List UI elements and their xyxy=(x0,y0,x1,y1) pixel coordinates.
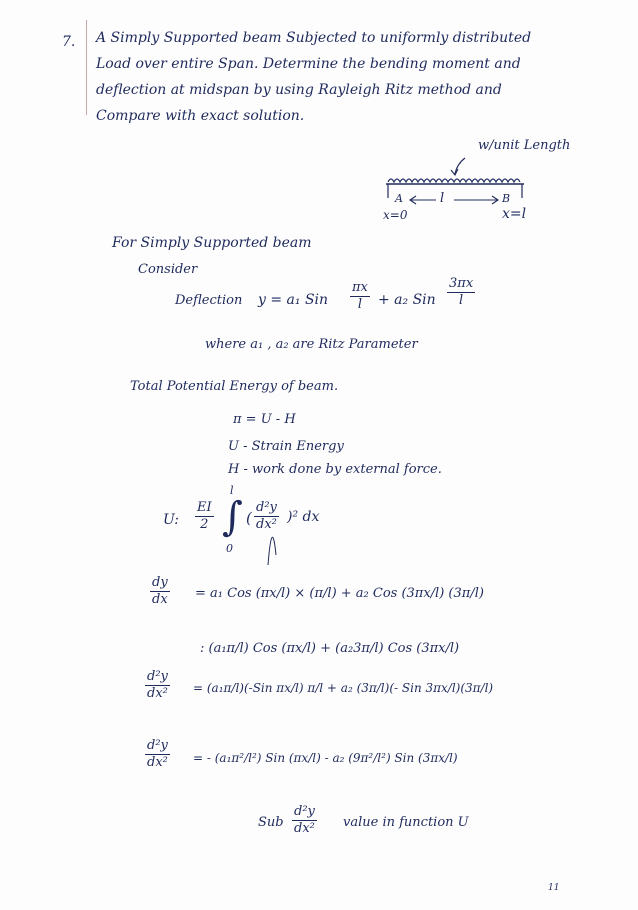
u-definition: U - Strain Energy xyxy=(228,439,344,454)
support-b-label: B xyxy=(502,192,511,205)
load-pointer-head xyxy=(451,169,458,175)
support-a-label: A xyxy=(395,192,403,205)
u-coefficient-frac xyxy=(195,500,214,533)
equation-3: = (a₁π/l)(-Sin πx/l) π/l + a₂ (3π/l)(- Sin 3πx/l)(3π/l) xyxy=(193,681,494,695)
span-label: l xyxy=(440,191,445,206)
dy-dx-frac xyxy=(150,575,170,608)
frac-denominator: dx² xyxy=(147,686,168,701)
frac-numerator: d²y xyxy=(294,804,315,819)
frac-numerator: 3πx xyxy=(449,276,474,291)
frac-denominator: dx² xyxy=(256,517,277,532)
frac-numerator: d²y xyxy=(147,738,168,753)
frac-denominator: dx² xyxy=(147,755,168,770)
where-text: where a₁ , a₂ are Ritz Parameter xyxy=(205,337,418,352)
frac-numerator: dy xyxy=(152,575,168,590)
integrand-frac xyxy=(254,500,279,533)
integrand-open-paren: ( xyxy=(246,509,252,527)
udl-coil xyxy=(388,179,520,182)
equation-4: = - (a₁π²/l²) Sin (πx/l) - a₂ (9π²/l²) Sin (3πx/l) xyxy=(193,751,458,765)
equation-1: = a₁ Cos (πx/l) × (π/l) + a₂ Cos (3πx/l) (3π/l) xyxy=(195,586,484,601)
integral-lower-limit: 0 xyxy=(226,542,233,555)
pi-definition: π = U - H xyxy=(233,412,296,427)
x-end-label: x=l xyxy=(502,206,527,222)
equation-2: : (a₁π/l) Cos (πx/l) + (a₂3π/l) Cos (3πx/l) xyxy=(200,641,460,656)
deflection-term2-frac xyxy=(447,276,475,309)
u-label: U: xyxy=(163,512,180,528)
page-number: 11 xyxy=(548,883,560,893)
integral-sign: ∫ xyxy=(222,494,243,540)
frac-numerator: EI xyxy=(197,500,212,515)
frac-denominator: l xyxy=(357,297,363,312)
sub-frac xyxy=(292,804,317,837)
question-line-2: Load over entire Span. Determine the bending moment and xyxy=(96,56,521,72)
frac-numerator: πx xyxy=(352,280,368,295)
integral-upper-limit: l xyxy=(230,484,234,497)
frac-denominator: 2 xyxy=(200,517,209,532)
question-line-4: Compare with exact solution. xyxy=(96,108,305,124)
integral-flourish xyxy=(268,537,276,565)
sub-text: Sub xyxy=(258,815,284,830)
question-number: 7. xyxy=(62,34,76,50)
load-label: w/unit Length xyxy=(478,138,571,153)
intro-text: For Simply Supported beam xyxy=(112,235,312,251)
deflection-label: Deflection xyxy=(175,293,243,308)
question-line-1: A Simply Supported beam Subjected to uniformly distributed xyxy=(96,30,532,46)
h-definition: H - work done by external force. xyxy=(228,462,442,477)
deflection-mid: + a₂ Sin xyxy=(378,292,436,308)
d2y-dx2-frac xyxy=(145,669,170,702)
integrand-close: )² dx xyxy=(287,509,320,525)
frac-denominator: dx² xyxy=(294,821,315,836)
frac-denominator: l xyxy=(458,293,464,308)
d2y-dx2-frac-2 xyxy=(145,738,170,771)
frac-numerator: d²y xyxy=(256,500,277,515)
frac-numerator: d²y xyxy=(147,669,168,684)
consider-text: Consider xyxy=(138,262,198,277)
x-start-label: x=0 xyxy=(383,208,408,222)
total-pe-text: Total Potential Energy of beam. xyxy=(130,379,339,394)
question-line-3: deflection at midspan by using Rayleigh Ritz method and xyxy=(96,82,502,98)
sub-rest-text: value in function U xyxy=(343,815,469,830)
deflection-lhs: y = a₁ Sin xyxy=(258,292,329,308)
deflection-term1-frac xyxy=(350,280,370,313)
frac-denominator: dx xyxy=(152,592,168,607)
